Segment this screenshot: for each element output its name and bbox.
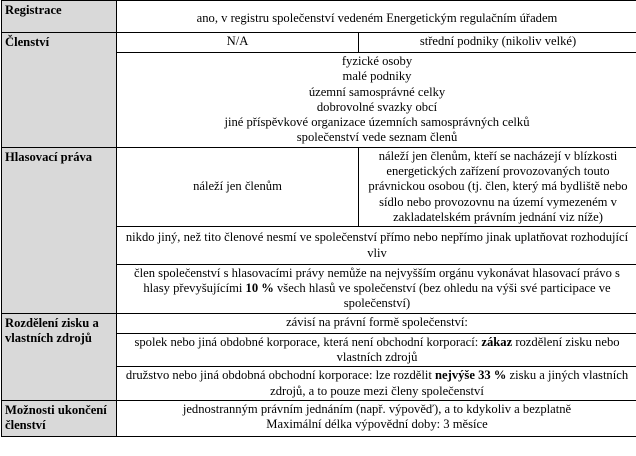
limit-text-b: všech hlasů ve společenství (bez ohledu na výši své participace ve společenství): [273, 281, 611, 311]
row-ukonceni: [2, 400, 636, 436]
druzstvo-text-b: zisku a jiných vlastních zdrojů, a to pouze mezi členy společenství: [270, 368, 629, 398]
rozdeleni-druzstvo: [117, 367, 636, 401]
druzstvo-limit: nejvýše 33 %: [435, 368, 507, 383]
member-item: fyzické osoby: [341, 54, 413, 68]
label-hlasovaci-prava: Hlasovací práva: [2, 147, 117, 313]
member-item: společenství vede seznam členů: [296, 130, 458, 145]
ukonceni-line1: jednostranným právním jednáním (např. výpověď), a to kdykoliv a bezplatně: [182, 401, 572, 416]
rozdeleni-spolek: [117, 333, 636, 367]
row-hlasovaci-split: [2, 147, 636, 226]
label-rozdeleni: Rozdělení zisku a vlastních zdrojů: [2, 313, 117, 400]
clenstvi-stredni-podniky: střední podniky (nikoliv velké): [359, 33, 636, 53]
spolek-text-a: spolek nebo jiná obdobné korporace, která není obchodní korporací:: [134, 334, 482, 349]
druzstvo-text-a: družstvo nebo jiná obdobná obchodní korporace: lze rozdělit: [125, 368, 436, 383]
clenstvi-na: N/A: [117, 33, 359, 53]
member-item: malé podniky: [342, 69, 412, 84]
limit-percent: 10 %: [245, 281, 274, 296]
member-item: dobrovolné svazky obcí: [316, 99, 438, 114]
ukonceni-line2: Maximální délka výpovědní doby: 3 měsíce: [266, 417, 488, 432]
limit-text-a: člen společenství s hlasovacími právy nemůže na nejvyšším orgánu vykonávat hlasovací právo s hlasy převyšujícími: [134, 265, 620, 296]
hlasovaci-left: náleží jen členům: [117, 147, 359, 226]
registrace-value: ano, v registru společenství vedeném Energetickým regulačním úřadem: [117, 1, 636, 33]
clenstvi-members: [117, 53, 636, 148]
spolek-text-b: rozdělení zisku nebo vlastních zdrojů: [336, 334, 620, 365]
energy-community-table: [1, 0, 636, 437]
row-clenstvi-header: [2, 33, 636, 53]
member-item: územní samosprávné celky: [308, 84, 446, 99]
label-registrace: Registrace: [2, 1, 117, 33]
label-ukonceni: Možnosti ukončení členství: [2, 400, 117, 436]
member-item: jiné příspěvkové organizace územních samosprávných celků: [224, 115, 530, 130]
row-registrace: [2, 1, 636, 33]
ukonceni-value: [117, 400, 636, 436]
label-clenstvi: Členství: [2, 33, 117, 148]
rozdeleni-zavisi: závisí na právní formě společenství:: [117, 313, 636, 333]
hlasovaci-limit: [117, 264, 636, 313]
spolek-zakaz: zákaz: [481, 334, 513, 349]
row-rozdeleni-zavisi: [2, 313, 636, 333]
hlasovaci-nikdo: nikdo jiný, než tito členové nesmí ve společenství přímo nebo nepřímo jinak uplatňovat rozhodující vliv: [117, 227, 636, 265]
hlasovaci-right: náleží jen členům, kteří se nacházejí v blízkosti energetických zařízení provozovaných touto právnickou osobou (tj. člen, který má bydliště nebo sídlo nebo provozovnu na území vymezeném v zakladatelském právním jednání viz níže): [359, 147, 636, 226]
